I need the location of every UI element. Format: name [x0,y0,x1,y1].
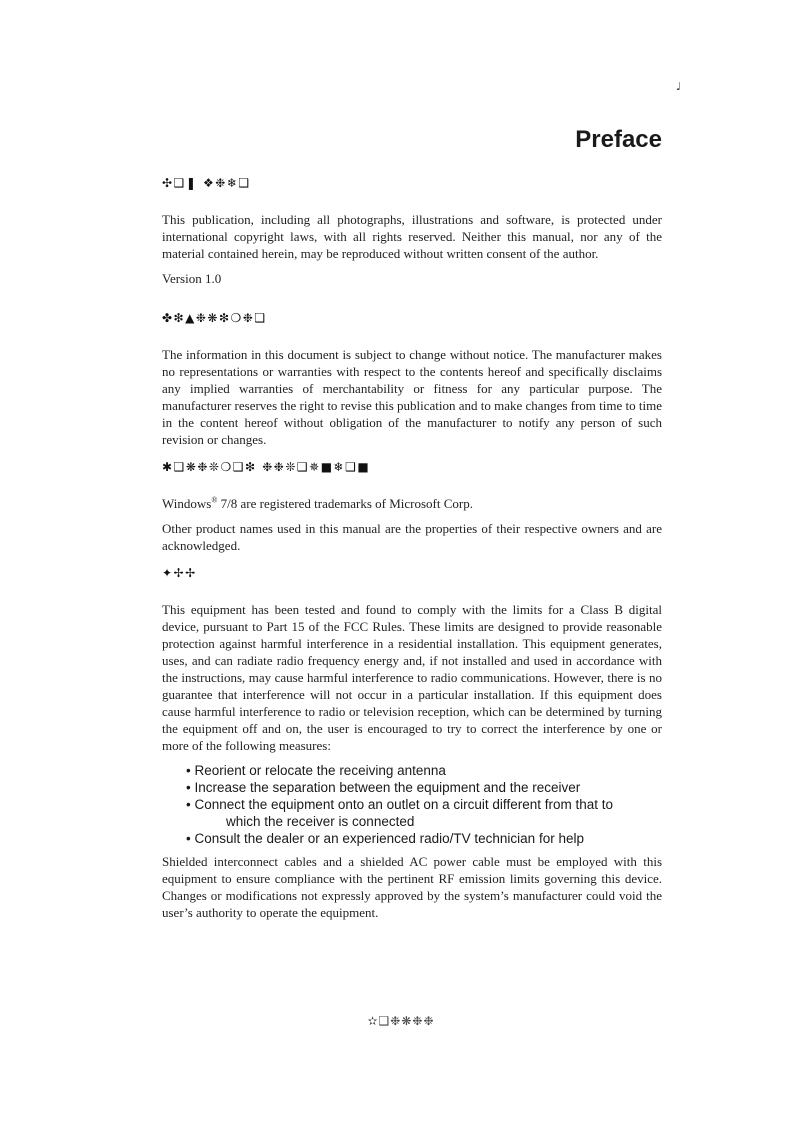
windows-trademark-text: Windows® 7/8 are registered trademarks of Microsoft Corp. [162,495,473,511]
registered-mark: ® [211,495,218,505]
fcc-measures-list [186,762,662,847]
disclaimer-heading: ✤❇▲❉❋❇❍❉❑ [162,311,267,325]
copyright-text: This publication, including all photographs, illustrations and software, is protected under international copyright laws, with all rights reserved. Neither this manual, nor any of the material contained herein, may be reproduced without written consent of the author. [162,212,662,261]
copyright-section [162,176,662,287]
trademarks-section [162,460,662,554]
list-item: • Consult the dealer or an experienced radio/TV technician for help [186,830,662,847]
page-number-mark: ♩ [676,80,682,93]
page-footer: ✫❑❉❋❉❉ [367,1014,435,1028]
version-text: Version 1.0 [162,271,222,286]
list-item-continuation: which the receiver is connected [226,814,415,829]
other-trademarks-text: Other product names used in this manual are the properties of their respective owners and are acknowledged. [162,521,662,553]
page-title: Preface [575,126,662,153]
copyright-heading: ✣❑❚ ❖❉❄❑ [162,176,251,190]
document-body [162,176,662,929]
fcc-section [162,566,662,921]
disclaimer-section [162,311,662,448]
disclaimer-text: The information in this document is subject to change without notice. The manufacturer makes no representations or warranties with respect to the contents hereof and specifically disclaims any implied warranties of merchantability or fitness for any particular purpose. The manufacturer reserves the right to revise this publication and to make changes from time to time in the content hereof without obligation of the manufacturer to notify any person of such revision or changes. [162,347,662,447]
list-item: • Reorient or relocate the receiving antenna [186,762,662,779]
fcc-heading: ✦✢✢ [162,566,197,580]
fcc-text: This equipment has been tested and found to comply with the limits for a Class B digital device, pursuant to Part 15 of the FCC Rules. These limits are designed to provide reasonable protection against harmful interference in a residential installation. This equipment generates, uses, and can radiate radio frequency energy and, if not installed and used in accordance with the instructions, may cause harmful interference to radio communications. However, there is no guarantee that interference will not occur in a particular installation. If this equipment does cause harmful interference to radio or television reception, which can be determined by turning the equipment off and on, the user is encouraged to try to correct the interference by one or more of the following measures: [162,602,662,753]
trademarks-heading: ✱❑❋❉❊❍❑❇ ❉❉❊❑✵■❄❑■ [162,460,371,474]
list-item: • Connect the equipment onto an outlet on a circuit different from that to which the receiver is connected [186,796,662,830]
fcc-closing-text: Shielded interconnect cables and a shielded AC power cable must be employed with this equipment to ensure compliance with the pertinent RF emission limits governing this device. Changes or modifications not expressly approved by the system’s manufacturer could void the user’s authority to operate the equipment. [162,854,662,920]
list-item: • Increase the separation between the equipment and the receiver [186,779,662,796]
